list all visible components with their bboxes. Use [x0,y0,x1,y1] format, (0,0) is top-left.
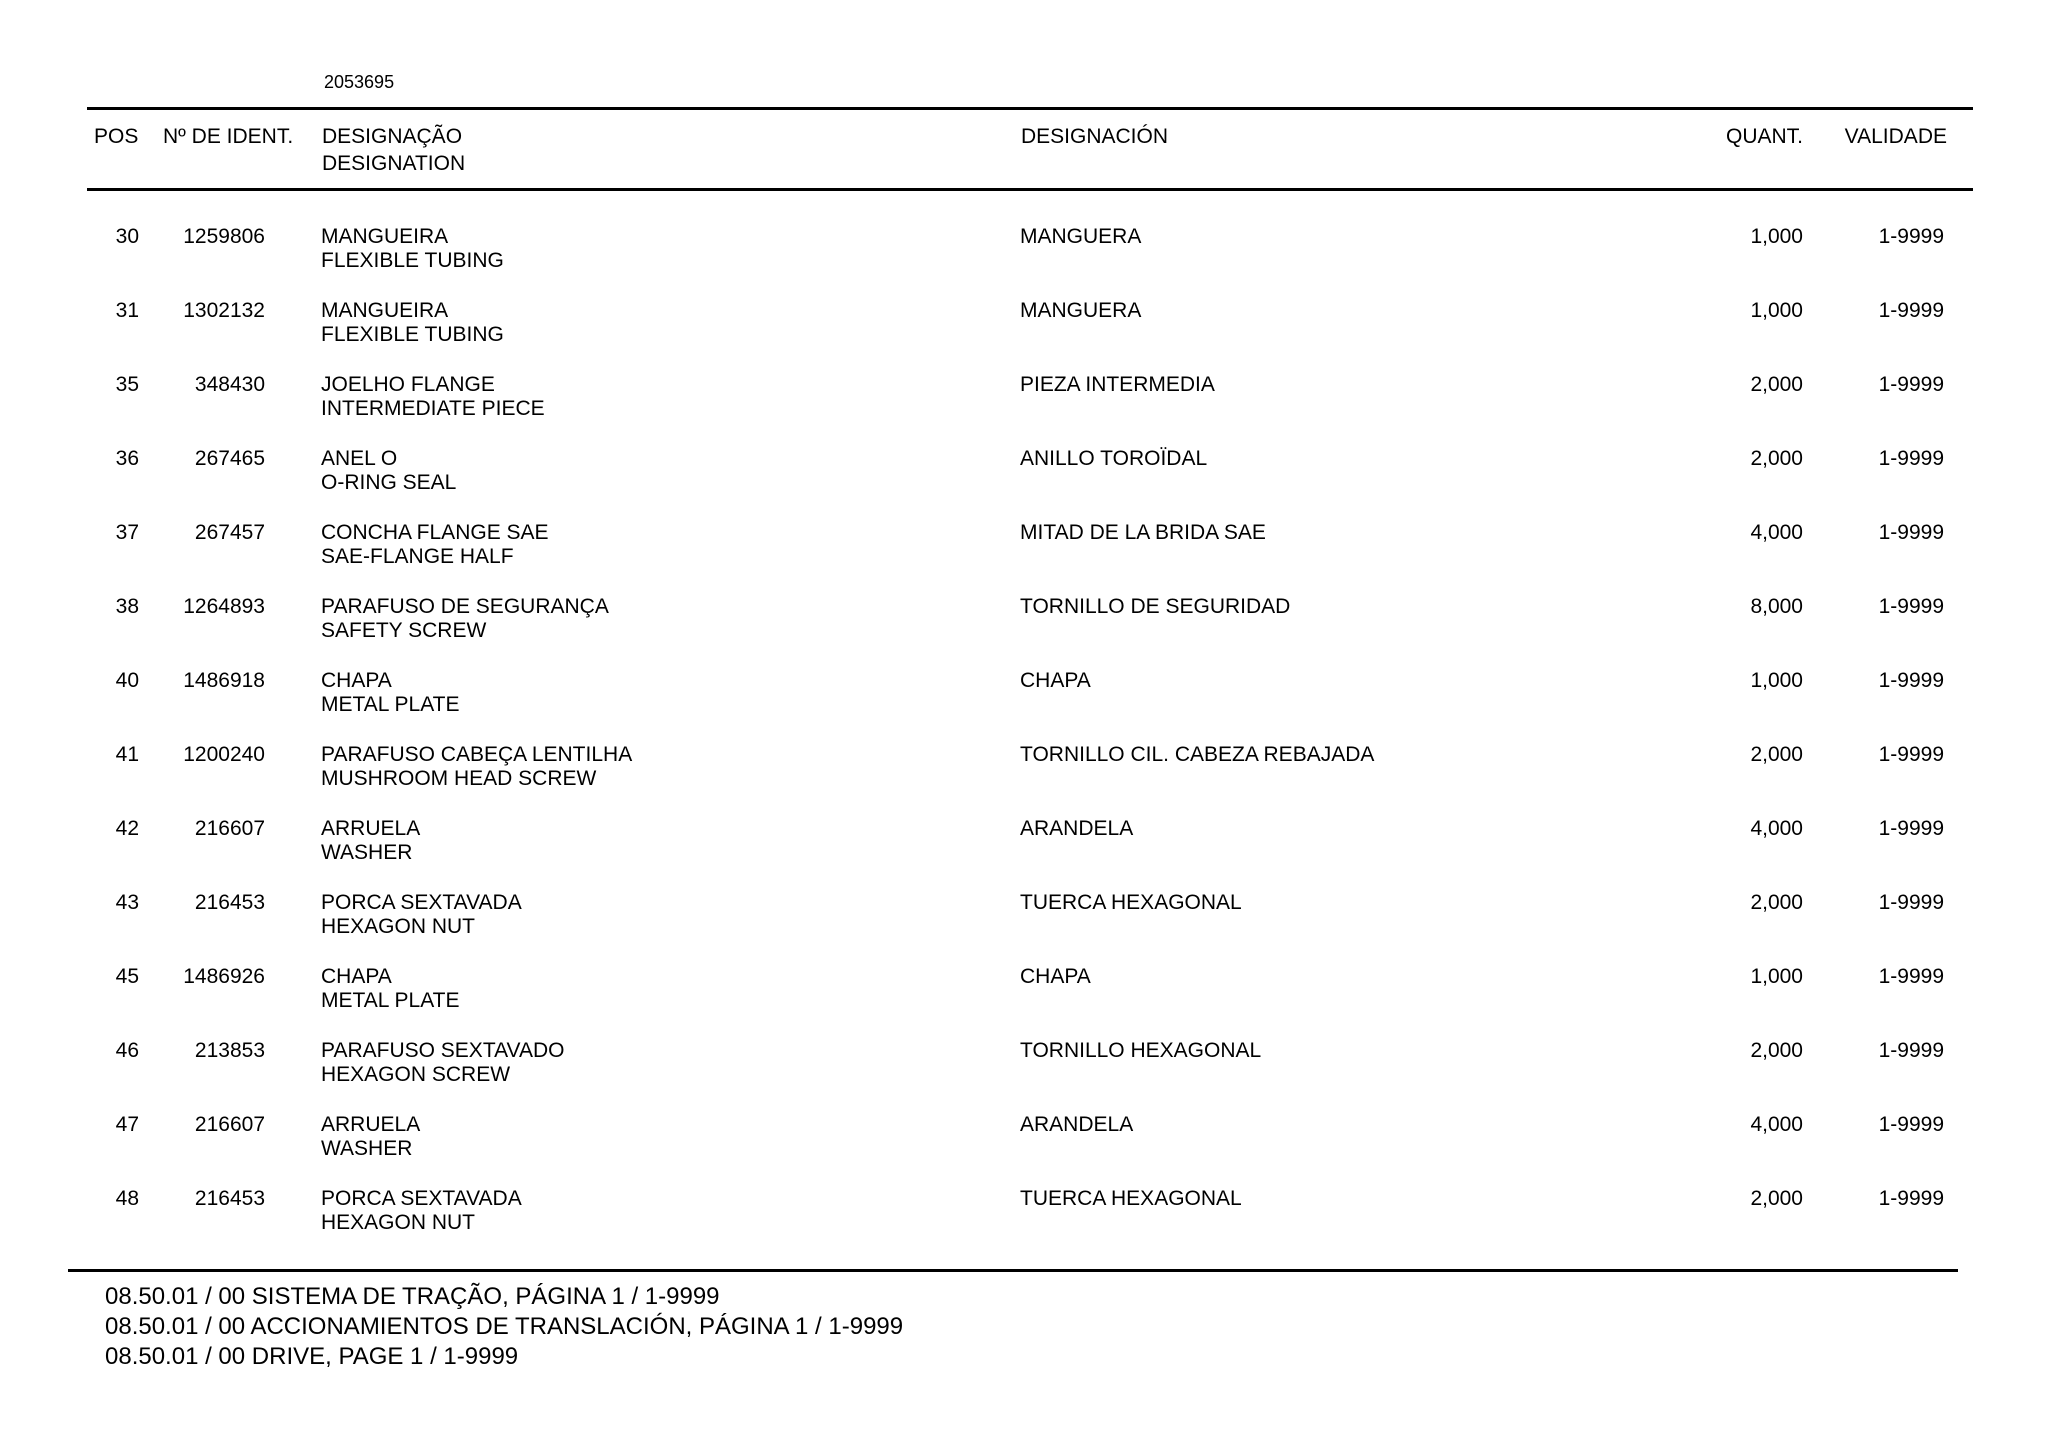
row-quantity: 1,000 [1750,669,1803,692]
row-pos: 46 [115,1039,139,1062]
row-designation-es: ARANDELA [1020,1113,1134,1136]
row-pos: 42 [115,817,139,840]
row-quantity: 2,000 [1750,891,1803,914]
row-validity: 1-9999 [1878,1039,1944,1062]
footer-line-pt: 08.50.01 / 00 SISTEMA DE TRAÇÃO, PÁGINA 1 / 1-9999 [105,1283,720,1310]
row-designation-en: FLEXIBLE TUBING [321,249,504,272]
row-designation [321,743,632,791]
row-pos: 45 [115,965,139,988]
document-number: 2053695 [324,72,395,92]
row-designation [321,447,456,495]
row-designation [321,669,459,717]
row-quantity: 4,000 [1750,1113,1803,1136]
footer-line-es: 08.50.01 / 00 ACCIONAMIENTOS DE TRANSLACIÓN, PÁGINA 1 / 1-9999 [105,1313,904,1340]
row-designation-pt: JOELHO FLANGE [321,373,495,396]
table-row [0,1187,2048,1261]
row-designation [321,225,504,273]
row-pos: 31 [115,299,139,322]
row-designation-es: CHAPA [1020,669,1091,692]
row-quantity: 1,000 [1750,965,1803,988]
row-designation [321,1039,565,1087]
row-quantity: 2,000 [1750,373,1803,396]
row-validity: 1-9999 [1878,743,1944,766]
column-header-designation-pt: DESIGNAÇÃO [322,125,463,148]
row-designation-es: ANILLO TOROÏDAL [1020,447,1208,470]
row-ident: 1259806 [183,225,265,248]
row-designation-es: MANGUERA [1020,225,1142,248]
row-designation-es: PIEZA INTERMEDIA [1020,373,1215,396]
row-pos: 37 [115,521,139,544]
table-row [0,965,2048,1039]
column-header-quantity: QUANT. [1725,125,1803,148]
row-designation-es: TORNILLO HEXAGONAL [1020,1039,1262,1062]
header-bottom-divider [87,188,1973,191]
row-designation-en: METAL PLATE [321,989,460,1012]
table-row [0,373,2048,447]
row-quantity: 2,000 [1750,447,1803,470]
column-header-designation-es: DESIGNACIÓN [1021,125,1169,148]
row-designation-pt: CHAPA [321,965,392,988]
row-ident: 348430 [194,373,265,396]
row-designation-pt: PORCA SEXTAVADA [321,891,522,914]
row-validity: 1-9999 [1878,373,1944,396]
column-header-ident: Nº DE IDENT. [163,125,294,148]
row-designation [321,595,609,643]
row-designation-pt: CHAPA [321,669,392,692]
row-designation-en: WASHER [321,841,413,864]
row-ident: 213853 [194,1039,265,1062]
row-designation [321,1187,522,1235]
row-validity: 1-9999 [1878,1187,1944,1210]
row-ident: 1200240 [183,743,265,766]
row-designation-es: TORNILLO CIL. CABEZA REBAJADA [1020,743,1375,766]
row-validity: 1-9999 [1878,225,1944,248]
row-designation-es: TUERCA HEXAGONAL [1020,1187,1242,1210]
row-designation-pt: ANEL O [321,447,398,470]
column-header-validity: VALIDADE [1844,125,1947,148]
row-validity: 1-9999 [1878,595,1944,618]
row-pos: 35 [115,373,139,396]
parts-table-body [0,225,2048,1261]
row-designation [321,299,504,347]
header-top-divider [87,107,1973,110]
row-validity: 1-9999 [1878,891,1944,914]
footer-line-en: 08.50.01 / 00 DRIVE, PAGE 1 / 1-9999 [105,1343,519,1370]
table-row [0,743,2048,817]
row-validity: 1-9999 [1878,669,1944,692]
row-ident: 1264893 [183,595,265,618]
column-header-designation-en: DESIGNATION [322,152,466,175]
row-quantity: 2,000 [1750,1039,1803,1062]
row-designation-es: ARANDELA [1020,817,1134,840]
row-quantity: 1,000 [1750,225,1803,248]
row-pos: 38 [115,595,139,618]
row-designation-es: MANGUERA [1020,299,1142,322]
row-pos: 43 [115,891,139,914]
row-designation-en: HEXAGON NUT [321,1211,476,1234]
row-designation-en: WASHER [321,1137,413,1160]
row-designation-es: CHAPA [1020,965,1091,988]
row-designation-en: HEXAGON SCREW [321,1063,511,1086]
row-ident: 216607 [194,1113,265,1136]
row-validity: 1-9999 [1878,521,1944,544]
row-designation-pt: PARAFUSO CABEÇA LENTILHA [321,743,633,766]
footer-divider [68,1269,1958,1272]
row-designation-en: MUSHROOM HEAD SCREW [321,767,597,790]
row-designation-es: TUERCA HEXAGONAL [1020,891,1242,914]
row-pos: 30 [115,225,139,248]
row-ident: 216453 [194,1187,265,1210]
row-ident: 1486918 [183,669,265,692]
table-row [0,595,2048,669]
row-designation-en: INTERMEDIATE PIECE [321,397,545,420]
row-designation [321,965,459,1013]
row-designation-pt: MANGUEIRA [321,225,449,248]
row-designation-pt: ARRUELA [321,817,421,840]
row-designation [321,373,545,421]
row-designation-pt: PARAFUSO DE SEGURANÇA [321,595,609,618]
row-ident: 216453 [194,891,265,914]
row-pos: 36 [115,447,139,470]
row-quantity: 2,000 [1750,1187,1803,1210]
row-ident: 1486926 [183,965,265,988]
table-row [0,447,2048,521]
row-pos: 41 [115,743,139,766]
row-designation-pt: MANGUEIRA [321,299,449,322]
row-designation-en: HEXAGON NUT [321,915,476,938]
row-designation-en: FLEXIBLE TUBING [321,323,504,346]
row-designation [321,1113,420,1161]
row-quantity: 8,000 [1750,595,1803,618]
table-row [0,817,2048,891]
row-quantity: 4,000 [1750,521,1803,544]
table-row [0,299,2048,373]
table-row [0,521,2048,595]
row-designation-en: METAL PLATE [321,693,460,716]
row-quantity: 1,000 [1750,299,1803,322]
row-designation-pt: PARAFUSO SEXTAVADO [321,1039,565,1062]
row-validity: 1-9999 [1878,1113,1944,1136]
row-pos: 48 [115,1187,139,1210]
row-designation-en: SAE-FLANGE HALF [321,545,514,568]
row-designation-en: SAFETY SCREW [321,619,487,642]
row-validity: 1-9999 [1878,965,1944,988]
page-footer [105,1282,903,1372]
row-designation [321,817,420,865]
column-header-pos: POS [94,125,139,148]
row-designation-es: MITAD DE LA BRIDA SAE [1020,521,1266,544]
row-designation-es: TORNILLO DE SEGURIDAD [1020,595,1291,618]
table-row [0,1113,2048,1187]
column-header-designation [322,123,465,177]
row-validity: 1-9999 [1878,817,1944,840]
row-designation-en: O-RING SEAL [321,471,457,494]
table-row [0,669,2048,743]
row-ident: 1302132 [183,299,265,322]
row-validity: 1-9999 [1878,447,1944,470]
row-designation [321,891,522,939]
row-ident: 267457 [194,521,265,544]
table-row [0,891,2048,965]
table-row [0,1039,2048,1113]
row-designation-pt: ARRUELA [321,1113,421,1136]
row-ident: 267465 [194,447,265,470]
row-ident: 216607 [194,817,265,840]
row-quantity: 2,000 [1750,743,1803,766]
row-pos: 47 [115,1113,139,1136]
row-quantity: 4,000 [1750,817,1803,840]
row-designation-pt: CONCHA FLANGE SAE [321,521,549,544]
row-designation [321,521,549,569]
row-designation-pt: PORCA SEXTAVADA [321,1187,522,1210]
row-pos: 40 [115,669,139,692]
row-validity: 1-9999 [1878,299,1944,322]
table-row [0,225,2048,299]
